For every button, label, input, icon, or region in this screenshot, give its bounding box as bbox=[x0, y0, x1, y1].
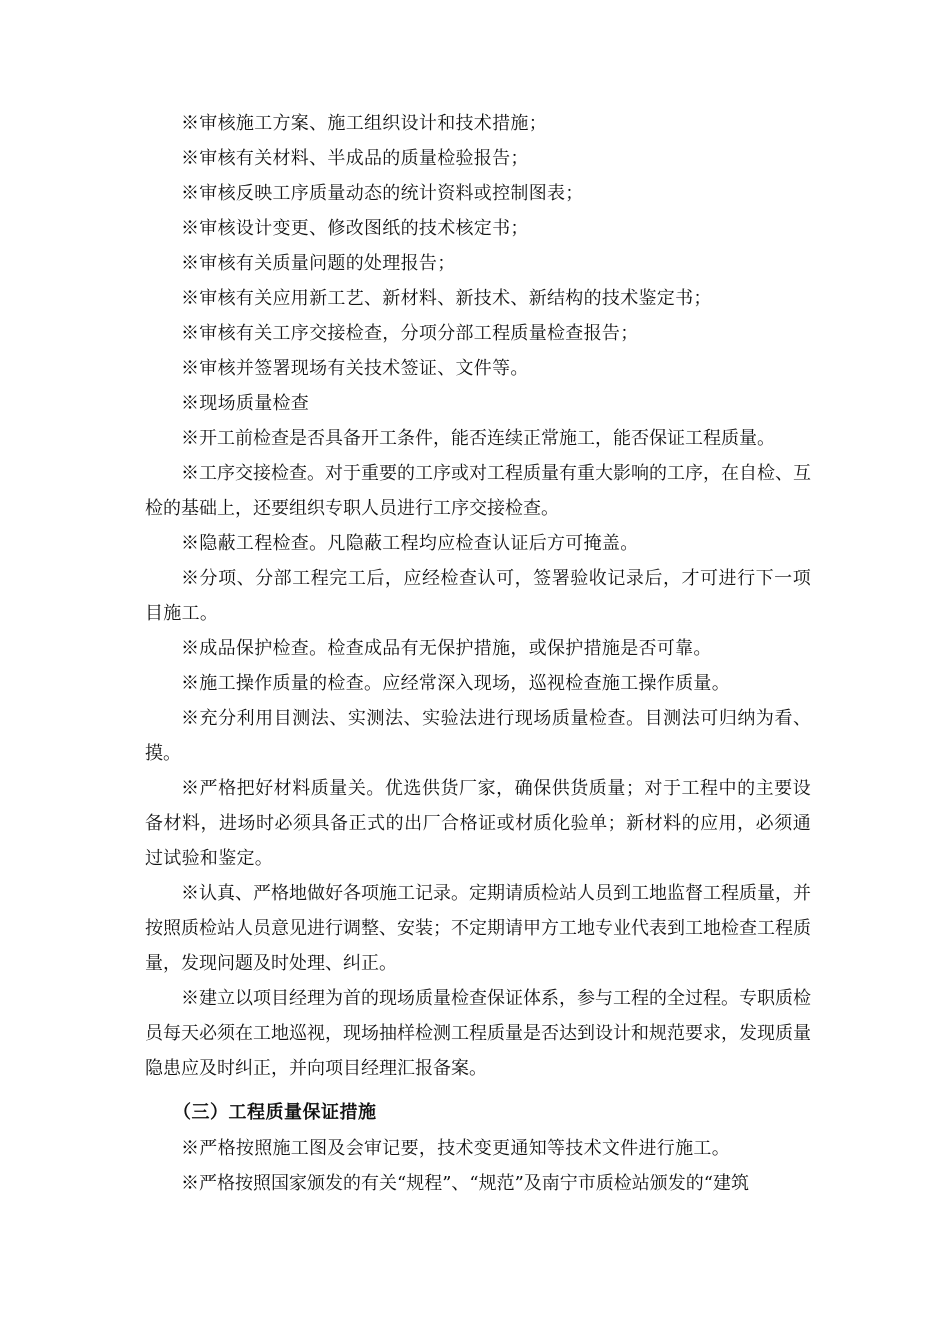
document-body bbox=[145, 106, 811, 1201]
paragraph: ※工序交接检查。对于重要的工序或对工程质量有重大影响的工序，在自检、互检的基础上，还要组织专职人员进行工序交接检查。 bbox=[145, 463, 811, 519]
paragraph: ※认真、严格地做好各项施工记录。定期请质检站人员到工地监督工程质量，并按照质检站人员意见进行调整、安装；不定期请甲方工地专业代表到工地检查工程质量，发现问题及时处理、纠正。 bbox=[145, 883, 811, 974]
paragraph: ※成品保护检查。检查成品有无保护措施，或保护措施是否可靠。 bbox=[181, 638, 712, 659]
paragraph: ※审核设计变更、修改图纸的技术核定书； bbox=[181, 218, 529, 239]
paragraph: ※审核并签署现场有关技术签证、文件等。 bbox=[181, 358, 529, 379]
paragraph: ※审核有关工序交接检查，分项分部工程质量检查报告； bbox=[181, 323, 639, 344]
paragraph: ※充分利用目测法、实测法、实验法进行现场质量检查。目测法可归纳为看、摸。 bbox=[145, 708, 811, 764]
paragraph: ※严格按照施工图及会审记要，技术变更通知等技术文件进行施工。 bbox=[181, 1138, 730, 1159]
paragraph: ※审核施工方案、施工组织设计和技术措施； bbox=[181, 113, 547, 134]
paragraph: ※严格把好材料质量关。优选供货厂家，确保供货质量；对于工程中的主要设备材料，进场时必须具备正式的出厂合格证或材质化验单；新材料的应用，必须通过试验和鉴定。 bbox=[145, 778, 811, 869]
paragraph: ※开工前检查是否具备开工条件，能否连续正常施工，能否保证工程质量。 bbox=[181, 428, 775, 449]
paragraph: ※隐蔽工程检查。凡隐蔽工程均应检查认证后方可掩盖。 bbox=[181, 533, 639, 554]
paragraph: ※分项、分部工程完工后，应经检查认可，签署验收记录后，才可进行下一项目施工。 bbox=[145, 568, 811, 624]
paragraph: ※施工操作质量的检查。应经常深入现场，巡视检查施工操作质量。 bbox=[181, 673, 730, 694]
section-heading: （三）工程质量保证措施 bbox=[173, 1102, 377, 1123]
paragraph: ※审核有关材料、半成品的质量检验报告； bbox=[181, 148, 529, 169]
paragraph: ※审核有关应用新工艺、新材料、新技术、新结构的技术鉴定书； bbox=[181, 288, 712, 309]
paragraph: ※审核有关质量问题的处理报告； bbox=[181, 253, 456, 274]
paragraph: ※现场质量检查 bbox=[181, 393, 310, 414]
paragraph: ※严格按照国家颁发的有关“规程”、“规范”及南宁市质检站颁发的“建筑 bbox=[181, 1173, 750, 1194]
paragraph: ※建立以项目经理为首的现场质量检查保证体系，参与工程的全过程。专职质检员每天必须在工地巡视，现场抽样检测工程质量是否达到设计和规范要求，发现质量隐患应及时纠正，并向项目经理汇报备案。 bbox=[145, 988, 811, 1079]
paragraph: ※审核反映工序质量动态的统计资料或控制图表； bbox=[181, 183, 584, 204]
